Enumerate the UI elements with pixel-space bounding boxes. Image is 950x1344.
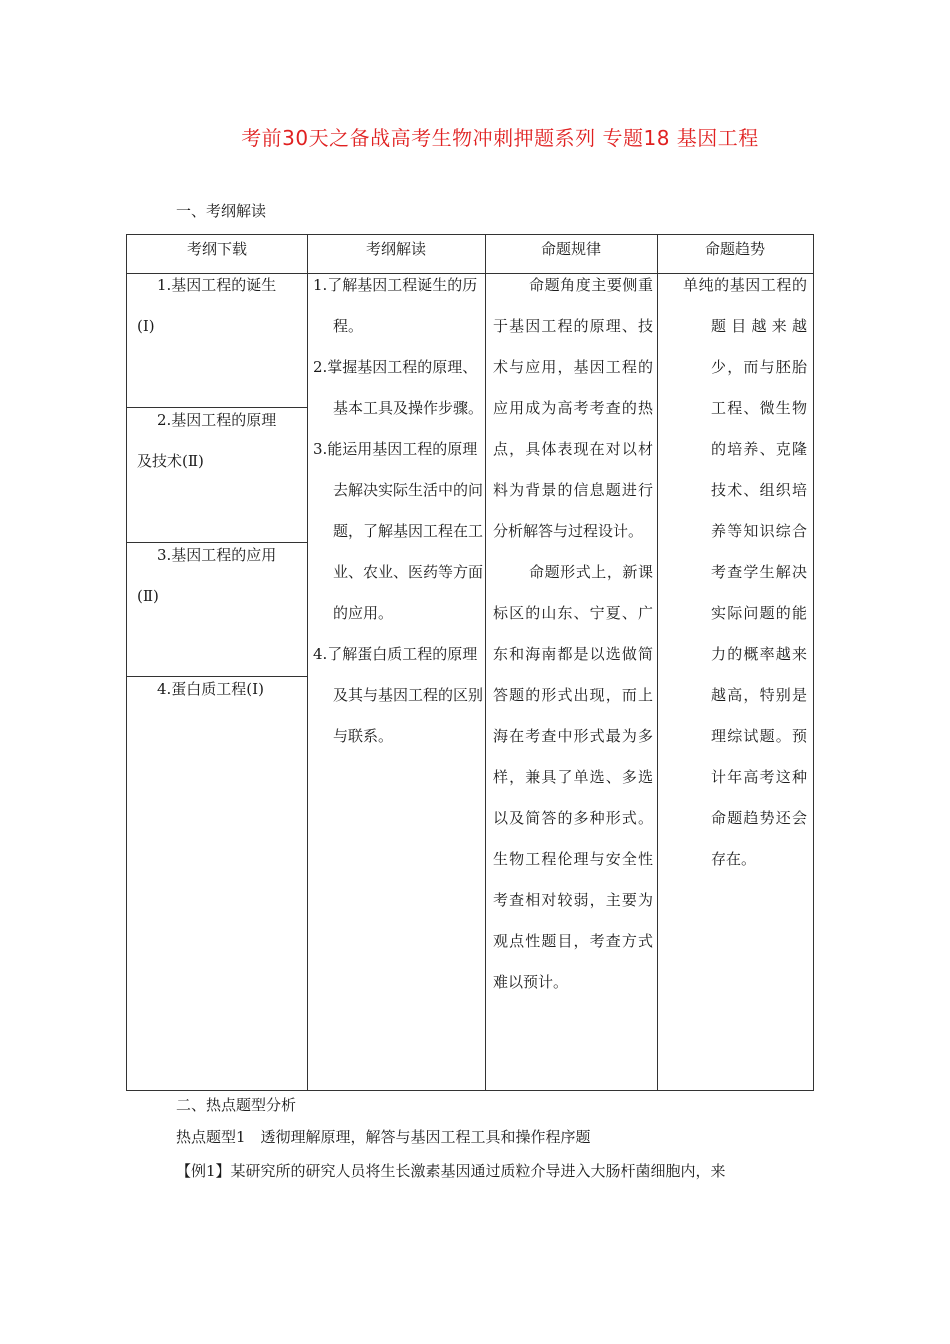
syllabus-item: 1.基因工程的诞生 bbox=[157, 276, 277, 294]
table-divider bbox=[485, 235, 486, 1090]
pattern-paragraph: 命题形式上，新课标区的山东、宁夏、广东和海南都是以选做简答题的形式出现，而上海在考查中形式最为多样，兼具了单选、多选以及简答的多种形式。生物工程伦理与安全性考查相对较弱，主要为观点性题目，考查方式难以预计。 bbox=[493, 563, 653, 991]
interpretation-item: 2.掌握基因工程的原理、基本工具及操作步骤。 bbox=[313, 358, 484, 417]
table-divider bbox=[657, 235, 658, 1090]
table-header-cell: 命题趋势 bbox=[704, 240, 765, 258]
interpretation-item: 4.了解蛋白质工程的原理及其与基因工程的区别与联系。 bbox=[313, 645, 484, 745]
table-header-cell: 考纲解读 bbox=[365, 240, 426, 258]
hot-topic-heading: 热点题型1 透彻理解原理，解答与基因工程工具和操作程序题 bbox=[176, 1128, 591, 1146]
table-cell bbox=[683, 265, 807, 880]
interpretation-item: 3.能运用基因工程的原理去解决实际生活中的问题，了解基因工程在工业、农业、医药等方面的应用。 bbox=[313, 440, 484, 622]
section-heading-syllabus: 一、考纲解读 bbox=[176, 202, 267, 220]
table-cell bbox=[137, 400, 307, 482]
table-cell bbox=[137, 669, 307, 710]
table-cell bbox=[493, 265, 653, 1003]
page-title: 考前30天之备战高考生物冲刺押题系列 专题18 基因工程 bbox=[241, 126, 759, 150]
syllabus-item: 2.基因工程的原理 bbox=[157, 411, 277, 429]
syllabus-item-level: (Ⅱ) bbox=[137, 587, 159, 605]
interpretation-item: 1.了解基因工程诞生的历程。 bbox=[313, 276, 478, 335]
table-header-cell: 命题规律 bbox=[540, 240, 601, 258]
table-cell bbox=[137, 265, 307, 347]
example-question: 【例1】某研究所的研究人员将生长激素基因通过质粒介导进入大肠杆菌细胞内，来 bbox=[176, 1162, 726, 1180]
pattern-paragraph: 命题角度主要侧重于基因工程的原理、技术与应用，基因工程的应用成为高考考查的热点，具体表现在对以材料为背景的信息题进行分析解答与过程设计。 bbox=[493, 276, 653, 540]
table-cell bbox=[313, 265, 483, 757]
table-divider bbox=[307, 235, 308, 1090]
trend-paragraph: 单纯的基因工程的题目越来越少，而与胚胎工程、微生物的培养、克隆技术、组织培养等知识综合考查学生解决实际问题的能力的概率越来越高，特别是理综试题。预计年高考这种命题趋势还会存在。 bbox=[683, 276, 807, 868]
table-header-cell: 考纲下载 bbox=[186, 240, 247, 258]
syllabus-item: 4.蛋白质工程(Ⅰ) bbox=[157, 680, 264, 698]
syllabus-table bbox=[126, 234, 814, 1091]
table-cell bbox=[137, 535, 307, 617]
syllabus-item-level: 及技术(Ⅱ) bbox=[137, 452, 204, 470]
section-heading-hot-topics: 二、热点题型分析 bbox=[176, 1096, 297, 1114]
syllabus-item: 3.基因工程的应用 bbox=[157, 546, 277, 564]
syllabus-item-level: (Ⅰ) bbox=[137, 317, 155, 335]
